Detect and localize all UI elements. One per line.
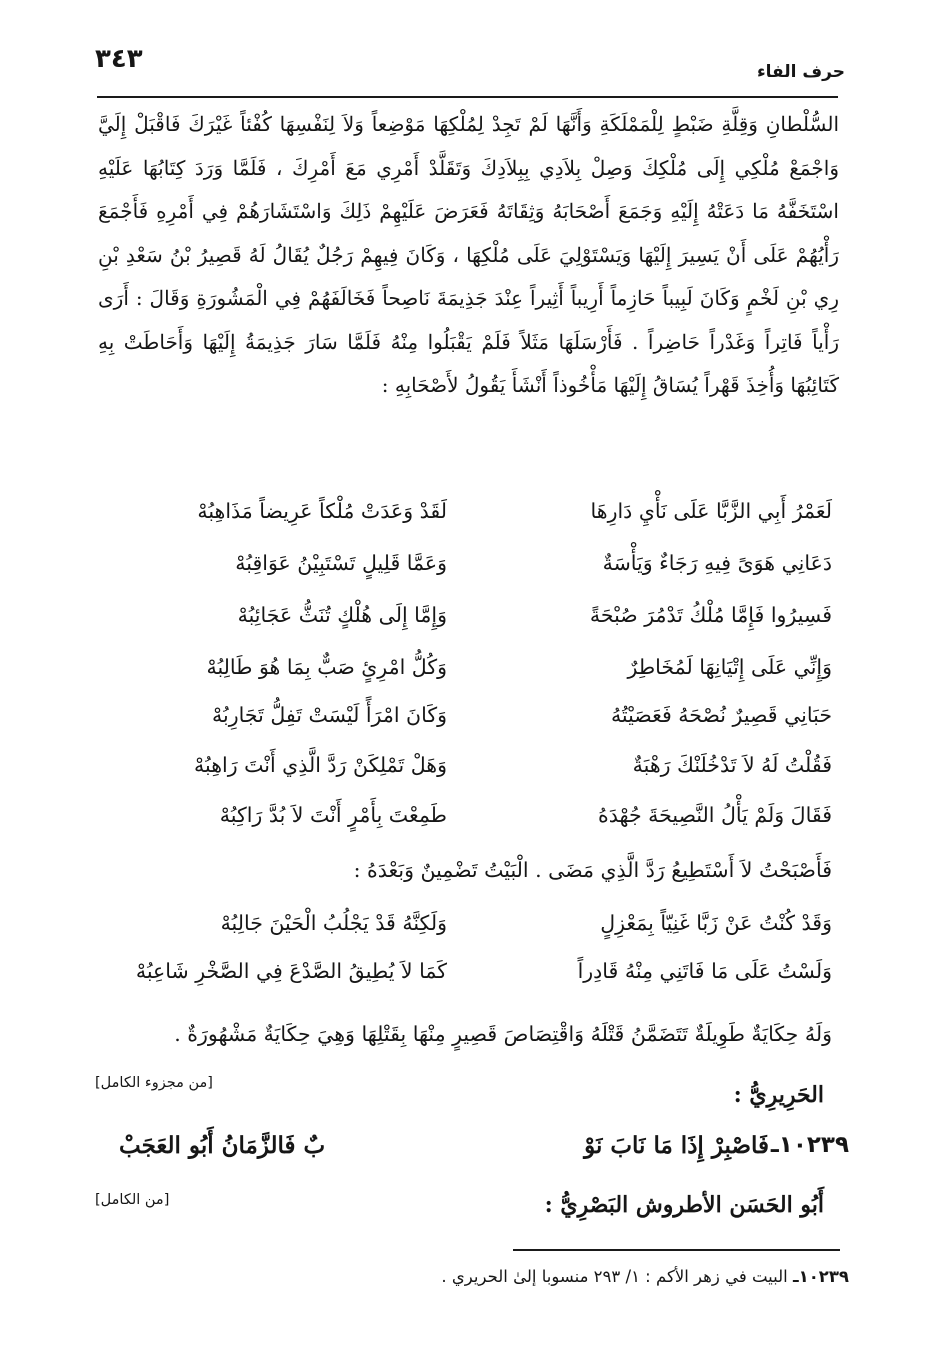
verse-second-hemistich: وَهَلْ تَمْلِكَنْ رَدَّ الَّذِي أَنْتَ رَاهِبُهْ — [194, 753, 447, 777]
verse-first-hemistich: فَسِيرُوا فَإِمَّا مُلْكُ تَدْمُرَ صُبْحَةً — [589, 603, 832, 627]
poem-verse — [97, 959, 832, 1005]
verse-first-hemistich: لَعَمْرُ أَبِي الزَّبَّا عَلَى نَأْيِ دَارِهَا — [590, 499, 832, 523]
poem-verse — [97, 603, 832, 649]
poet-name: الحَرِيرِيُّ : — [733, 1082, 824, 1108]
header-divider — [97, 96, 838, 98]
verse-second-hemistich: وَعَمَّا قَلِيلٍ تَسْتَبِيْنُ عَوَاقِبُهْ — [235, 551, 447, 575]
verse-second-hemistich: وَلَكِنَّهُ قَدْ يَجْلُبُ الْحَيْنَ جَالِبُهْ — [220, 911, 447, 935]
closing-line: وَلَهُ حِكَايَةٌ طَوِيلَةٌ تَتَضَمَّنُ قَتْلَهُ وَاقْتِصَاصَ قَصِيرٍ مِنْهَا بِقَتْلِهَا وَهِيَ حِكَايَةٌ مَشْهُورَةٌ . — [174, 1022, 832, 1046]
poem-verse — [97, 703, 832, 749]
verse-number: ١٠٢٣٩ـ — [770, 1132, 849, 1158]
verse-second-hemistich: وَإِمَّا إِلَى هُلْكٍ تُنَثُّ عَجَائِبُهْ — [237, 603, 447, 627]
verse-second-hemistich: بٌ فَالزَّمَانُ أَبُو العَجَبْ — [119, 1132, 326, 1159]
verse-first-hemistich: فَاصْبِرْ إِذَا مَا نَابَ نَوْ — [584, 1132, 769, 1159]
verse-first-hemistich: وَقَدْ كُنْتُ عَنْ زَبَّا غَنِيّاً بِمَعْزِلٍ — [600, 911, 832, 935]
poet-name: أَبُو الحَسَن الأطروش البَصْرِيُّ : — [544, 1192, 824, 1218]
verse-first-hemistich: فَقُلْتُ لَهُ لاَ تَدْخُلَنْكَ رَهْبَةٌ — [632, 753, 832, 777]
verse-second-hemistich: كَمَا لاَ يُطِيقُ الصَّدْعَ فِي الصَّخْرِ شَاعِبُهْ — [135, 959, 447, 983]
verse-first-hemistich: دَعَانِي هَوَىً فِيهِ رَجَاءٌ وَيَأْسَةٌ — [602, 551, 832, 575]
verse-second-hemistich: لَقَدْ وَعَدَتْ مُلْكاً عَرِيضاً مَذَاهِبُهْ — [197, 499, 447, 523]
verse-second-hemistich: طَمِعْتَ بِأَمْرٍ أَنْتَ لاَ بُدَّ رَاكِبُهْ — [219, 803, 447, 827]
verse-first-hemistich: وَإِنِّي عَلَى إِتْيَانِهَا لَمُخَاطِرٌ — [627, 655, 832, 679]
verse-second-hemistich: وَكَانَ امْرَأً لَيْسَتْ تَفِلُّ تَجَارِبُهْ — [212, 703, 447, 727]
poem-verse — [97, 655, 832, 701]
poem-verse — [97, 911, 832, 957]
footnote — [441, 1267, 849, 1286]
poem-verse — [97, 753, 832, 799]
poem-verse — [97, 803, 832, 849]
prose-text: السُّلْطانِ وَقِلَّةِ ضَبْطٍ لِلْمَمْلَكَةِ وَأَنَّهَا لَمْ تَجِدْ لِمُلْكِهَا مَوْضِعاً وَلاَ لِنَفْسِهَا كُفْئاً غَيْرَكَ فَاقْبَلْ إِلَيَّ وَاجْمَعْ مُلْكِي إِلَى مُلْكِكَ وَصِلْ بِلاَدِي بِبِلاَدِكَ وَتَقَلَّدْ أَمْرِي مَعَ أَمْرِكَ ، فَلَمَّا وَرَدَ كِتَابُهَا عَلَيْهِ اسْتَخَفَّهُ مَا دَعَتْهُ إِلَيْهِ وَجَمَعَ أَصْحَابَهُ وَثِقَاتَهُ فَعَرَضَ عَلَيْهِمْ ذَلِكَ وَاسْتَشَارَهُمْ فِي أَمْرِهِ فَأَجْمَعَ رَأْيُهُمْ عَلَى أَنْ يَسِيرَ إِلَيْهَا وَيَسْتَوْلِيَ عَلَى مُلْكِهَا ، وَكَانَ فِيهِمْ رَجُلٌ يُقَالُ لَهُ قَصِيرُ بْنُ سَعْدِ بْنِ رِي بْنِ لَخْمٍ وَكَانَ لَبِيباً حَازِماً أَرِيباً أَثِيراً عِنْدَ جَذِيمَةَ نَاصِحاً فَخَالَفَهُمْ فِي الْمَشُورَةِ وَقَالَ : أَرَى رَأْياً فَاتِراً وَغَدْراً حَاضِراً . فَأَرْسَلَهَا مَثَلاً فَلَمْ يَقْبَلُوا مِنْهُ فَلَمَّا سَارَ جَذِيمَةُ إِلَيْهَا وَأَحَاطَتْ بِهِ كَتَائِبُهَا وَأُخِذَ قَهْراً يُسَاقُ إِلَيْهَا مَأْخُوذاً أَنْشَأَ يَقُولُ لأَصْحَابِهِ : — [98, 112, 840, 397]
poem-verse — [97, 551, 832, 597]
prose-paragraph — [98, 103, 839, 408]
verse-second-hemistich: وَكُلُّ امْرِئٍ صَبٌّ بِمَا هُوَ طَالِبُهْ — [206, 655, 447, 679]
verse-first-hemistich: حَبَانِي قَصِيرٌ نُصْحَهُ فَعَصَيْتُهُ — [610, 703, 832, 727]
verse-first-hemistich: وَلَسْتُ عَلَى مَا فَاتَنِي مِنْهُ قَادِراً — [577, 959, 832, 983]
page-number: ٣٤٣ — [95, 44, 143, 74]
footnote-number: ١٠٢٣٩ـ — [793, 1267, 849, 1286]
section-title: حرف الفاء — [756, 62, 845, 82]
meter-label: [من مجزوء الكامل] — [95, 1075, 213, 1091]
footnote-divider — [513, 1249, 840, 1251]
meter-label: [من الكامل] — [95, 1192, 170, 1208]
poem-verse — [97, 499, 832, 545]
interlude-line: فَأَصْبَحْتُ لاَ أَسْتَطِيعُ رَدَّ الَّذِي مَضَى . الْبَيْتُ تَضْمِينٌ وَبَعْدَهُ : — [353, 858, 832, 882]
verse-first-hemistich: فَقَالَ وَلَمْ يَأْلُ النَّصِيحَةَ جُهْدَهُ — [598, 803, 832, 827]
footnote-text: البيت في زهر الأكم : ١/ ٢٩٣ منسوبا إلىٰ الحريري . — [441, 1267, 788, 1286]
numbered-verse — [97, 1132, 849, 1172]
